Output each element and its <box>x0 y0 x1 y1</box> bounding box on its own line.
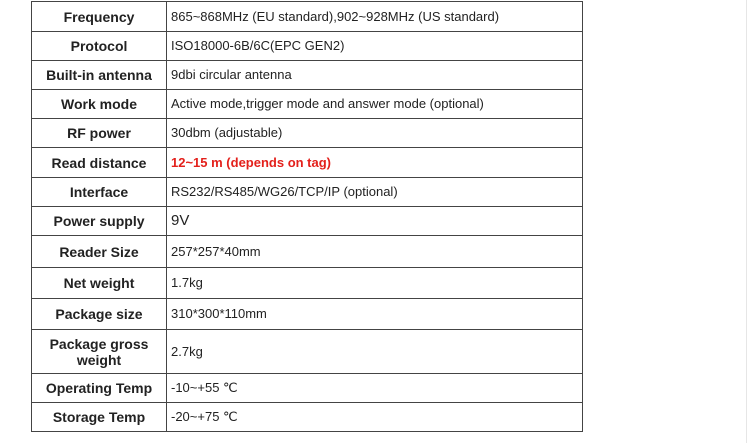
spec-table <box>31 1 583 432</box>
spec-value-built-in-antenna: 9dbi circular antenna <box>167 61 583 90</box>
table-row <box>32 299 583 330</box>
spec-value-protocol: ISO18000-6B/6C(EPC GEN2) <box>167 32 583 61</box>
table-row <box>32 330 583 374</box>
spec-label-work-mode: Work mode <box>32 90 167 119</box>
spec-value-interface: RS232/RS485/WG26/TCP/IP (optional) <box>167 178 583 207</box>
spec-value-power-supply: 9V <box>167 207 583 236</box>
spec-label-package-gross-weight: Package gross weight <box>32 330 167 374</box>
table-row <box>32 32 583 61</box>
table-row <box>32 119 583 148</box>
spec-label-read-distance: Read distance <box>32 148 167 178</box>
spec-label-interface: Interface <box>32 178 167 207</box>
spec-label-protocol: Protocol <box>32 32 167 61</box>
spec-value-operating-temp: -10~+55 ℃ <box>167 374 583 403</box>
table-row <box>32 374 583 403</box>
spec-value-work-mode: Active mode,trigger mode and answer mode (optional) <box>167 90 583 119</box>
spec-label-package-size: Package size <box>32 299 167 330</box>
spec-value-rf-power: 30dbm (adjustable) <box>167 119 583 148</box>
table-row <box>32 207 583 236</box>
page-edge-divider <box>746 0 747 443</box>
spec-label-operating-temp: Operating Temp <box>32 374 167 403</box>
spec-label-reader-size: Reader Size <box>32 236 167 268</box>
spec-label-frequency: Frequency <box>32 2 167 32</box>
table-row <box>32 236 583 268</box>
table-row <box>32 268 583 299</box>
table-row <box>32 90 583 119</box>
spec-value-reader-size: 257*257*40mm <box>167 236 583 268</box>
table-row <box>32 148 583 178</box>
spec-label-built-in-antenna: Built-in antenna <box>32 61 167 90</box>
table-row <box>32 178 583 207</box>
table-row <box>32 403 583 432</box>
spec-value-net-weight: 1.7kg <box>167 268 583 299</box>
spec-value-package-gross-weight: 2.7kg <box>167 330 583 374</box>
spec-value-storage-temp: -20~+75 ℃ <box>167 403 583 432</box>
table-row <box>32 61 583 90</box>
spec-label-net-weight: Net weight <box>32 268 167 299</box>
spec-value-package-size: 310*300*110mm <box>167 299 583 330</box>
table-row <box>32 2 583 32</box>
spec-value-read-distance: 12~15 m (depends on tag) <box>167 148 583 178</box>
spec-label-storage-temp: Storage Temp <box>32 403 167 432</box>
spec-label-power-supply: Power supply <box>32 207 167 236</box>
spec-label-rf-power: RF power <box>32 119 167 148</box>
spec-value-frequency: 865~868MHz (EU standard),902~928MHz (US standard) <box>167 2 583 32</box>
